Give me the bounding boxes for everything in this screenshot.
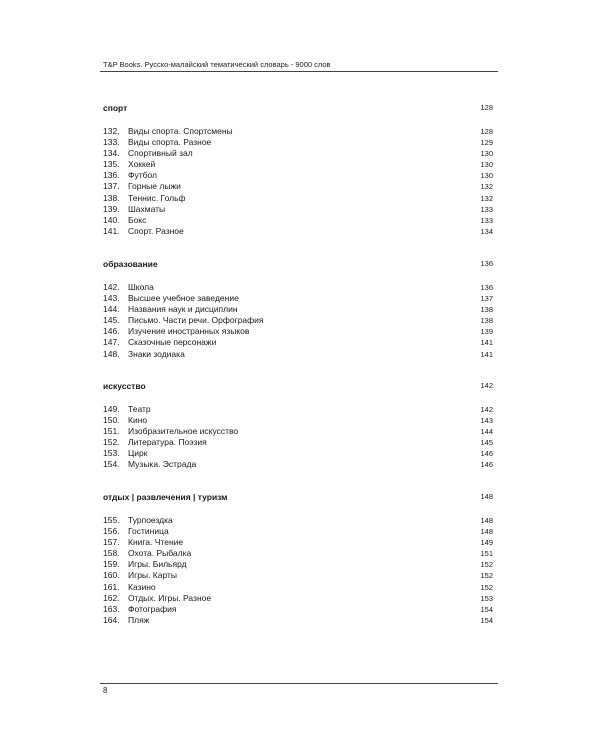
toc-entry[interactable]	[103, 337, 493, 348]
entry-page-number: 149	[480, 538, 493, 548]
entry-number: 158.	[103, 548, 120, 559]
entry-title: Охота. Рыбалка	[128, 548, 192, 559]
entry-page-number: 130	[480, 160, 493, 170]
toc-entry[interactable]	[103, 204, 493, 215]
entry-number: 162.	[103, 592, 120, 603]
toc-entry[interactable]	[103, 126, 493, 137]
toc-entry[interactable]	[103, 326, 493, 337]
toc-entry[interactable]	[103, 526, 493, 537]
entry-page-number: 153	[480, 593, 493, 603]
section-title: отдых | развлечения | туризм	[103, 492, 228, 502]
section-title: спорт	[103, 103, 128, 113]
entry-number: 141.	[103, 225, 120, 236]
entry-title: Гостиница	[128, 526, 169, 537]
entry-page-number: 144	[480, 427, 493, 437]
entry-page-number: 130	[480, 171, 493, 181]
entry-page-number: 128	[480, 127, 493, 136]
entry-title: Письмо. Части речи. Орфография	[128, 315, 264, 326]
entry-number: 134.	[103, 148, 120, 159]
entry-page-number: 142	[480, 405, 493, 414]
running-header: T&P Books. Русско-малайский тематический словарь - 9000 слов	[103, 60, 331, 69]
toc-entry[interactable]	[103, 437, 493, 448]
entry-number: 144.	[103, 304, 120, 315]
section-title: искусство	[103, 381, 146, 391]
section-heading-row[interactable]	[103, 381, 493, 393]
entry-page-number: 148	[480, 516, 493, 525]
toc-entry[interactable]	[103, 282, 493, 293]
entry-number: 145.	[103, 315, 120, 326]
entry-title: Виды спорта. Спортсмены	[128, 126, 233, 136]
entry-page-number: 129	[480, 138, 493, 148]
entry-page-number: 151	[480, 549, 493, 559]
entry-title: Цирк	[128, 448, 148, 459]
entry-number: 163.	[103, 603, 120, 614]
entry-title: Футбол	[128, 170, 157, 181]
entry-title: Игры. Бильярд	[128, 559, 187, 570]
toc-entry[interactable]	[103, 426, 493, 437]
entry-title: Школа	[128, 282, 154, 292]
header-divider	[100, 71, 498, 72]
entry-number: 143.	[103, 293, 120, 304]
section-heading-row[interactable]	[103, 259, 493, 271]
entry-title: Сказочные персонажи	[128, 337, 217, 348]
entry-page-number: 137	[480, 294, 493, 304]
entry-page-number: 141	[480, 338, 493, 348]
entry-number: 136.	[103, 170, 120, 181]
entry-title: Литература. Поэзия	[128, 437, 207, 448]
entry-title: Высшее учебное заведение	[128, 293, 239, 304]
entry-title: Театр	[128, 404, 151, 414]
entry-title: Пляж	[128, 614, 150, 625]
toc-entry[interactable]	[103, 170, 493, 181]
entry-page-number: 130	[480, 149, 493, 159]
entry-number: 149.	[103, 404, 120, 414]
entry-title: Спорт. Разное	[128, 225, 184, 236]
entry-title: Спортивный зал	[128, 148, 193, 159]
entry-title: Шахматы	[128, 203, 166, 214]
toc-entry[interactable]	[103, 215, 493, 226]
entry-page-number: 141	[480, 349, 493, 359]
toc-entry[interactable]	[103, 293, 493, 304]
section-entries	[103, 515, 493, 626]
entry-title: Игры. Карты	[128, 570, 177, 581]
entry-number: 133.	[103, 137, 120, 148]
entry-page-number: 146	[480, 460, 493, 470]
section-heading-row[interactable]	[103, 492, 493, 504]
entry-title: Отдых. Игры. Разное	[128, 592, 212, 603]
footer-divider	[100, 683, 498, 684]
entry-page-number: 136	[480, 283, 493, 292]
entry-number: 139.	[103, 203, 120, 214]
section-page-number: 128	[480, 103, 493, 112]
entry-page-number: 139	[480, 327, 493, 337]
toc-entry[interactable]	[103, 570, 493, 581]
entry-number: 151.	[103, 426, 120, 437]
toc-entry[interactable]	[103, 159, 493, 170]
toc-entry[interactable]	[103, 148, 493, 159]
section-title: образование	[103, 259, 158, 269]
entry-number: 135.	[103, 159, 120, 170]
toc-entry[interactable]	[103, 548, 493, 559]
entry-title: Казино	[128, 581, 156, 592]
entry-page-number: 152	[480, 571, 493, 581]
toc-entry[interactable]	[103, 459, 493, 470]
toc-section-leisure	[103, 492, 493, 626]
entry-number: 160.	[103, 570, 120, 581]
entry-page-number: 133	[480, 204, 493, 214]
toc-entry[interactable]	[103, 415, 493, 426]
entry-number: 150.	[103, 415, 120, 426]
entry-number: 164.	[103, 614, 120, 625]
toc-entry[interactable]	[103, 593, 493, 604]
entry-page-number: 148	[480, 527, 493, 537]
toc-section-education	[103, 259, 493, 360]
entry-number: 161.	[103, 581, 120, 592]
entry-page-number: 152	[480, 582, 493, 592]
toc-entry[interactable]	[103, 193, 493, 204]
entry-page-number: 138	[480, 305, 493, 315]
entry-title: Фотография	[128, 603, 177, 614]
entry-title: Книга. Чтение	[128, 537, 184, 548]
toc-entry[interactable]	[103, 304, 493, 315]
entry-number: 148.	[103, 348, 120, 359]
toc-section-sport	[103, 103, 493, 237]
entry-number: 146.	[103, 326, 120, 337]
entry-title: Изучение иностранных языков	[128, 326, 250, 337]
toc-entry[interactable]	[103, 404, 493, 415]
toc-entry[interactable]	[103, 615, 493, 626]
section-page-number: 142	[480, 381, 493, 390]
toc-entry[interactable]	[103, 349, 493, 360]
toc-entry[interactable]	[103, 515, 493, 526]
entry-page-number: 152	[480, 560, 493, 570]
entry-title: Виды спорта. Разное	[128, 137, 212, 148]
entry-number: 154.	[103, 459, 120, 470]
entry-page-number: 146	[480, 449, 493, 459]
entry-page-number: 154	[480, 615, 493, 625]
entry-page-number: 134	[480, 226, 493, 236]
entry-title: Названия наук и дисциплин	[128, 304, 238, 315]
entry-page-number: 133	[480, 215, 493, 225]
page-number: 8	[103, 686, 108, 695]
toc-entry[interactable]	[103, 181, 493, 192]
section-page-number: 136	[480, 259, 493, 268]
toc-entry[interactable]	[103, 559, 493, 570]
entry-title: Музыка. Эстрада	[128, 459, 197, 470]
entry-number: 132.	[103, 126, 120, 136]
entry-title: Изобразительное искусство	[128, 426, 239, 437]
section-entries	[103, 404, 493, 471]
entry-title: Кино	[128, 415, 148, 426]
entry-title: Знаки зодиака	[128, 348, 185, 359]
entry-number: 152.	[103, 437, 120, 448]
entry-title: Горные лыжи	[128, 181, 181, 192]
entry-page-number: 154	[480, 604, 493, 614]
entry-page-number: 132	[480, 193, 493, 203]
toc-entry[interactable]	[103, 582, 493, 593]
entry-number: 137.	[103, 181, 120, 192]
entry-number: 157.	[103, 537, 120, 548]
toc-entry[interactable]	[103, 315, 493, 326]
toc-section-art	[103, 381, 493, 471]
toc-entry[interactable]	[103, 448, 493, 459]
entry-title: Бокс	[128, 214, 147, 225]
entry-number: 147.	[103, 337, 120, 348]
section-heading-row[interactable]	[103, 103, 493, 115]
entry-number: 159.	[103, 559, 120, 570]
toc-entry[interactable]	[103, 537, 493, 548]
toc-entry[interactable]	[103, 137, 493, 148]
entry-page-number: 145	[480, 438, 493, 448]
section-entries	[103, 126, 493, 237]
toc-entry[interactable]	[103, 604, 493, 615]
entry-title: Хоккей	[128, 159, 156, 170]
entry-page-number: 138	[480, 316, 493, 326]
entry-page-number: 143	[480, 416, 493, 426]
entry-number: 153.	[103, 448, 120, 459]
entry-number: 155.	[103, 515, 120, 525]
entry-title: Теннис. Гольф	[128, 192, 186, 203]
entry-number: 138.	[103, 192, 120, 203]
entry-number: 142.	[103, 282, 120, 292]
section-page-number: 148	[480, 492, 493, 501]
entry-title: Турпоездка	[128, 515, 173, 525]
entry-number: 156.	[103, 526, 120, 537]
entry-page-number: 132	[480, 182, 493, 192]
toc-entry[interactable]	[103, 226, 493, 237]
section-entries	[103, 282, 493, 360]
entry-number: 140.	[103, 214, 120, 225]
